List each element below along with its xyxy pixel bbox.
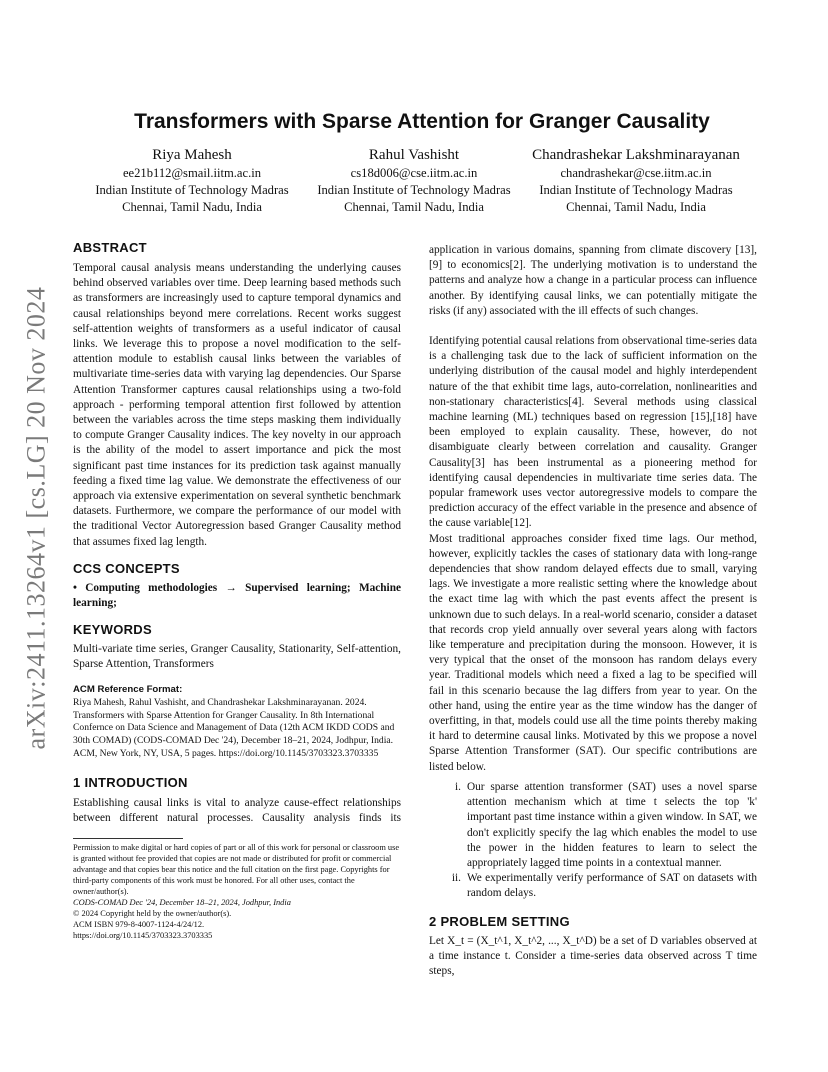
introduction-heading: 1 INTRODUCTION [73,775,188,791]
author-name: Chandrashekar Lakshminarayanan [532,147,740,163]
paper-title: Transformers with Sparse Attention for Granger Causality [134,110,710,133]
ccs-text: • Computing methodologies → Supervised learning; Machine learning; [73,581,401,610]
author-block [530,146,742,216]
problem-setting-text: Let X_t = (X_t^1, X_t^2, ..., X_t^D) be a set of D variables observed at a time instance t. Consider a time-series data observed across T time steps, [429,934,757,977]
author-location: Chennai, Tamil Nadu, India [566,200,706,214]
arxiv-stamp [16,280,56,756]
list-item-text: We experimentally verify performance of SAT on datasets with random delays. [467,872,757,900]
reference-format-heading: ACM Reference Format: [73,683,183,695]
introduction-para: Identifying potential causal relations from observational time-series data is a challenging task due to the lack of sufficient information on the underlying distribution of the causal model and highly interdependent nature of the that exhibit time lags, auto-correlation, nonlinearities and non-stationary characteristics[4]. Several methods using classical machine learning (ML) techniques based on regression [15],[18] have been employed to explain causality. These, however, do not disambiguate clearly between correlation and causality. Granger Causality[3] has been instrumental as a pioneering method for identifying causal dependencies in multivariate time series data. The popular framework uses vector autoregressive models to compare the prediction accuracy of the effect variable in the presence and absence of the cause variable[12]. [429,335,757,530]
author-affiliation: Indian Institute of Technology Madras [95,183,289,197]
author-location: Chennai, Tamil Nadu, India [344,200,484,214]
footnote-rule [73,838,183,839]
list-item-text: Our sparse attention transformer (SAT) uses a novel sparse attention mechanism which at time t selects the top 'k' important past time instance within a given window. In SAT, we don't explicitly specify the lag which enables the model to use the power in the hidden features to learn to select the appropriately lagged time points in a contextual manner. [467,780,757,869]
author-block [308,146,520,216]
doi-text: https://doi.org/10.1145/3703323.3703335 [73,931,213,941]
ccs-heading: CCS CONCEPTS [73,560,180,576]
left-column [73,240,401,941]
introduction-para: Most traditional approaches consider fixed time lags. Our method, however, explicitly tackles the cases of stationary data with long-range dependencies that show random delayed effects due to small, varying lags. We investigate a more realistic setting where the knowledge about the exact time lag with which the past events affect the present is unknown due to such delays. In a real-world scenario, consider a dataset that records crop yield annually over several years along with factors like temperature and precipitation during the monsoon. However, it is very typical that the onset of the monsoon has random delays every year. Traditional models which need a fixed a lag to be specified will fail in this scenario because the lag differs from year to year. On the other hand, using the entire year as the time window has the danger of overfitting, in that, models could use all the time points thereby making it hard to determine causal links. Motivated by this we propose a novel Sparse Attention Transformer (SAT). Our specific contributions are listed below. [429,532,757,773]
contributions-list [429,780,757,902]
right-column [429,243,757,979]
author-email: cs18d006@cse.iitm.ac.in [350,166,478,180]
list-item-label: ii. [451,872,461,885]
copyright-text: © 2024 Copyright held by the owner/author(s). [73,909,232,919]
author-email: chandrashekar@cse.iitm.ac.in [560,166,712,180]
reference-format-text: Riya Mahesh, Rahul Vashisht, and Chandrashekar Lakshminarayanan. 2024. Transformers with Sparse Attention for Granger Causality. In 8th International Confernce on Data Science and Management of Data (12th ACM IKDD CODS and 30th COMAD) (CODS-COMAD Dec '24), December 18–21, 2024, Jodhpur, India. ACM, New York, NY, USA, 5 pages. https://doi.org/10.1145/3703323.3703335 [73,696,395,760]
author-location: Chennai, Tamil Nadu, India [122,200,262,214]
author-name: Rahul Vashisht [368,147,460,163]
author-name: Riya Mahesh [152,147,232,163]
list-item [429,780,757,871]
introduction-text-continued: application in various domains, spanning from climate discovery [13],[9] to economics[2]. The underlying motivation is to understand the patterns and analyze how a change in a particular process can influence another. By identifying causal links, we can potentially mitigate the risks (if any) associated with the ill effects of such changes. [429,244,757,317]
arxiv-id: arXiv:2411.13264v1 [cs.LG] 20 Nov 2024 [21,286,50,750]
author-email: ee21b112@smail.iitm.ac.in [122,166,262,180]
permission-text: Permission to make digital or hard copies of part or all of this work for personal or classroom use is granted without fee provided that copies are not made or distributed for profit or commercial advantage and that copies bear this notice and the full citation on the first page. Copyrights for third-party components of this work must be honored. For all other uses, contact the owner/author(s). [73,843,400,897]
conference-text: CODS-COMAD Dec '24, December 18–21, 2024, Jodhpur, India [73,898,291,908]
author-block [86,146,298,216]
introduction-continued [429,243,757,334]
footnote [73,842,401,941]
abstract-heading: ABSTRACT [73,240,147,255]
problem-setting-heading: 2 PROBLEM SETTING [429,913,570,929]
author-affiliation: Indian Institute of Technology Madras [317,183,511,197]
introduction-para [73,796,401,826]
introduction-text: Establishing causal links is vital to analyze cause-effect relationships between different natural processes. Causality analysis finds its [73,797,401,825]
list-item [429,871,757,901]
isbn-text: ACM ISBN 979-8-4007-1124-4/24/12. [73,920,205,930]
list-item-label: i. [455,780,461,793]
keywords-heading: KEYWORDS [73,622,152,638]
abstract-text: Temporal causal analysis means understanding the underlying causes behind observed variables over time. Deep learning based methods such as transformers are increasingly used to capture temporal dynamics and causal relationships beyond mere correlations. Recent works suggest self-attention weights of transformers as a useful indicator of causal links. We leverage this to propose a novel modification to the self-attention module to establish causal links between the variables of multivariate time-series data with varying lag dependencies. Our Sparse Attention Transformer captures causal relationships using a two-fold approach - performing temporal attention first followed by attention between the variables across the time steps masking them individually to compute Granger Causality indices. The key novelty in our approach is the ability of the model to assert importance and pick the most significant past time instances for its prediction task against manually feeding a fixed time lag value. We demonstrate the effectiveness of our approach via extensive experimentation on several synthetic benchmark datasets. Furthermore, we compare the performance of our model with the traditional Vector Autoregression based Granger Causality method that assumes fixed lag length. [73,262,401,548]
keywords-text: Multi-variate time series, Granger Causality, Stationarity, Self-attention, Sparse Attention, Transformers [73,643,401,671]
author-affiliation: Indian Institute of Technology Madras [539,183,733,197]
